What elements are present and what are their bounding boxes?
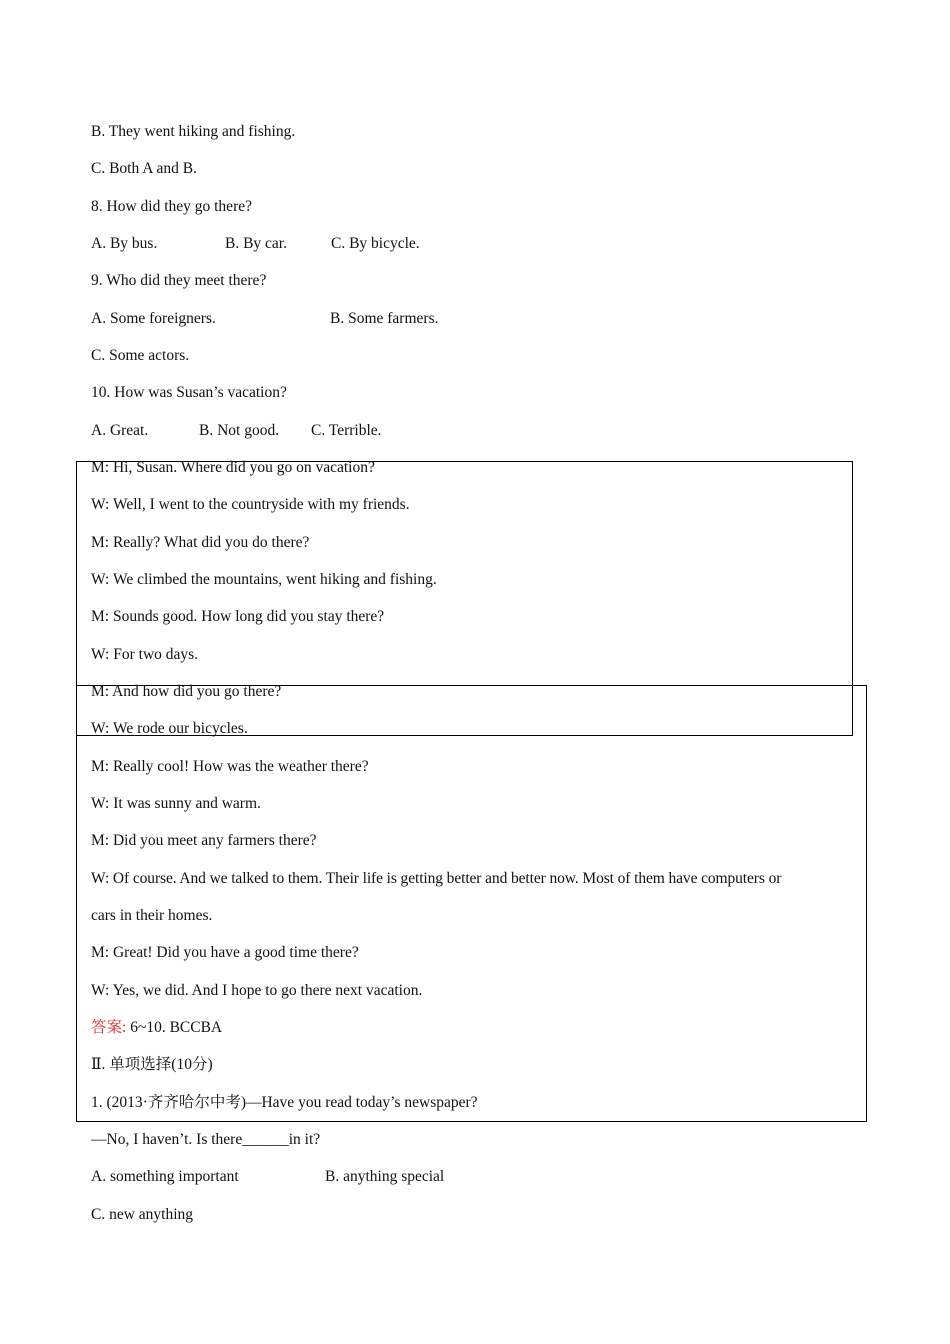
mc1-option-a: A. something important [91,1168,239,1185]
q8-option-c: C. By bicycle. [331,235,420,252]
mc1-option-b: B. anything special [325,1168,445,1185]
q9-option-b: B. Some farmers. [330,310,439,327]
dialogue-line: M: Hi, Susan. Where did you go on vacation? [91,459,375,476]
q9-option-c: C. Some actors. [91,347,190,364]
section-heading: Ⅱ. 单项选择(10分) [91,1056,213,1073]
dialogue-line: cars in their homes. [91,907,213,924]
q7-option-b: B. They went hiking and fishing. [91,123,296,140]
answer-label: 答案: [91,1019,127,1036]
dialogue-line: W: It was sunny and warm. [91,795,261,812]
dialogue-line: W: We rode our bicycles. [91,720,248,737]
q8-option-a: A. By bus. [91,235,158,252]
dialogue-line: W: Of course. And we talked to them. Their life is getting better and better now. Most of them have computers or [91,870,782,887]
dialogue-line: M: Really cool! How was the weather there? [91,758,369,775]
dialogue-line: M: Really? What did you do there? [91,534,310,551]
q8-question: 8. How did they go there? [91,198,252,215]
dialogue-line: M: Great! Did you have a good time there? [91,944,359,961]
dialogue-line: W: Yes, we did. And I hope to go there next vacation. [91,982,423,999]
dialogue-line: M: And how did you go there? [91,683,282,700]
q10-option-b: B. Not good. [199,422,280,439]
q8-option-b: B. By car. [225,235,287,252]
dialogue-line: M: Sounds good. How long did you stay there? [91,608,385,625]
mc1-option-c: C. new anything [91,1206,194,1223]
q7-option-c: C. Both A and B. [91,160,197,177]
dialogue-line: W: We climbed the mountains, went hiking and fishing. [91,571,437,588]
q9-question: 9. Who did they meet there? [91,272,267,289]
dialogue-line: W: Well, I went to the countryside with my friends. [91,496,410,513]
mc1-reply: —No, I haven’t. Is there______in it? [91,1131,321,1148]
q10-question: 10. How was Susan’s vacation? [91,384,287,401]
q9-option-a: A. Some foreigners. [91,310,216,327]
answer-key [91,1018,222,1038]
dialogue-line: W: For two days. [91,646,199,663]
dialogue-line: M: Did you meet any farmers there? [91,832,317,849]
answer-text: 6~10. BCCBA [126,1019,223,1036]
mc1-question: 1. (2013·齐齐哈尔中考)—Have you read today’s newspaper? [91,1094,478,1111]
q10-option-c: C. Terrible. [311,422,382,439]
q10-option-a: A. Great. [91,422,149,439]
